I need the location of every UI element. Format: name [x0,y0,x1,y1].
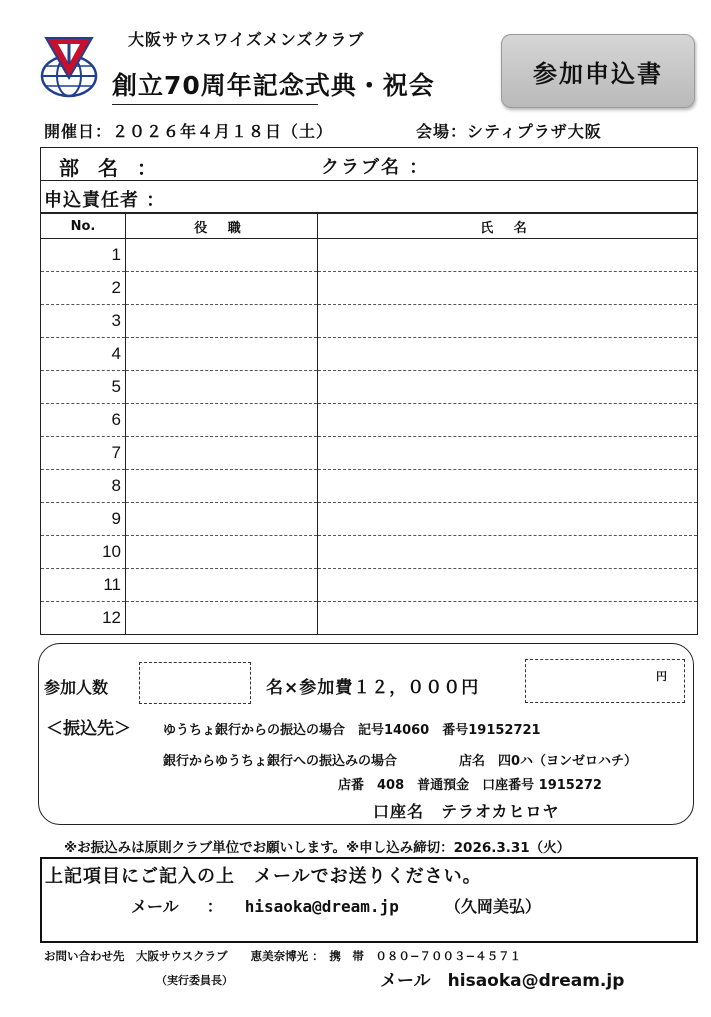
name-cell[interactable] [318,239,698,272]
name-cell[interactable] [318,569,698,602]
position-cell[interactable] [126,404,318,437]
name-cell[interactable] [318,371,698,404]
row-number: 12 [41,602,126,635]
col-header-no: No. [41,214,126,239]
table-row [41,272,698,305]
contact-mail[interactable]: メール hisaoka@dream.jp [380,971,625,991]
table-row [41,371,698,404]
row-number: 7 [41,437,126,470]
club-name: 大阪サウスワイズメンズクラブ [128,30,365,49]
contact-role: （実行委員長） [156,974,233,987]
ys-men-logo [38,32,100,102]
position-cell[interactable] [126,536,318,569]
name-cell[interactable] [318,470,698,503]
participant-count-field[interactable] [139,662,251,704]
row-number: 4 [41,338,126,371]
branch-account-line: 店番 408 普通預金 口座番号 1915272 [338,778,602,793]
yen-label: 円 [656,670,667,683]
event-title: 創立70周年記念式典・祝会 [112,71,435,100]
table-row [41,305,698,338]
club-name-label: クラブ名 ： [321,157,430,178]
table-row [41,404,698,437]
name-cell[interactable] [318,437,698,470]
table-row [41,602,698,635]
position-cell[interactable] [126,602,318,635]
row-number: 11 [41,569,126,602]
row-number: 2 [41,272,126,305]
mail-instruction-heading: 上記項目にご記入の上 メールでお送りください。 [45,866,482,887]
name-cell[interactable] [318,338,698,371]
mail-separator: ： [206,897,223,916]
row-number: 8 [41,470,126,503]
row-number: 1 [41,239,126,272]
position-cell[interactable] [126,437,318,470]
transfer-heading: ＜振込先＞ [46,719,131,739]
table-row [41,503,698,536]
name-cell[interactable] [318,404,698,437]
title-underline [112,104,318,105]
position-cell[interactable] [126,272,318,305]
row-number: 3 [41,305,126,338]
mail-line [131,894,541,917]
form-title-badge: 参加申込書 [501,34,695,108]
col-header-position: 役 職 [126,214,318,239]
mail-person: （久岡美弘） [444,897,541,916]
participant-count-label: 参加人数 [44,678,109,697]
members-table [40,213,698,635]
position-cell[interactable] [126,503,318,536]
responsible-label: 申込責任者 ： [44,190,166,211]
applicant-info-box [40,147,698,213]
col-header-name: 氏 名 [318,214,698,239]
name-cell[interactable] [318,602,698,635]
table-row [41,239,698,272]
mail-label: メール [131,897,179,916]
mail-address[interactable]: hisaoka@dream.jp [244,897,399,916]
deadline-notice: ※お振込みは原則クラブ単位でお願いします。※申し込み締切：2026.3.31（火） [64,840,571,856]
table-row [41,536,698,569]
dept-label: 部 名 ： [59,156,163,180]
fee-text: 名×参加費１２，０００円 [266,678,480,698]
event-date: 開催日：２０２６年４月１８日（土） [44,122,334,141]
position-cell[interactable] [126,569,318,602]
table-row [41,437,698,470]
name-cell[interactable] [318,503,698,536]
position-cell[interactable] [126,470,318,503]
row-number: 5 [41,371,126,404]
row-number: 6 [41,404,126,437]
position-cell[interactable] [126,338,318,371]
name-cell[interactable] [318,305,698,338]
account-name: 口座名 テラオカヒロヤ [373,802,560,821]
name-cell[interactable] [318,272,698,305]
dept-club-row [41,148,697,181]
position-cell[interactable] [126,305,318,338]
table-header-row [41,214,698,239]
transfer-yucho-line: ゆうちょ銀行からの振込の場合 記号14060 番号19152721 [163,723,541,738]
table-row [41,569,698,602]
row-number: 9 [41,503,126,536]
transfer-bank-line: 銀行からゆうちょ銀行への振込みの場合 [163,754,398,769]
row-number: 10 [41,536,126,569]
position-cell[interactable] [126,371,318,404]
table-row [41,338,698,371]
table-row [41,470,698,503]
contact-info: お問い合わせ先 大阪サウスクラブ 恵美奈博光 ： 携 帯 ０８０−７００３−４５７１ [44,949,522,963]
name-cell[interactable] [318,536,698,569]
branch-name-line: 店名 四0ハ（ヨンゼロハチ） [459,754,638,769]
position-cell[interactable] [126,239,318,272]
event-venue: 会場：シティプラザ大阪 [416,122,602,141]
